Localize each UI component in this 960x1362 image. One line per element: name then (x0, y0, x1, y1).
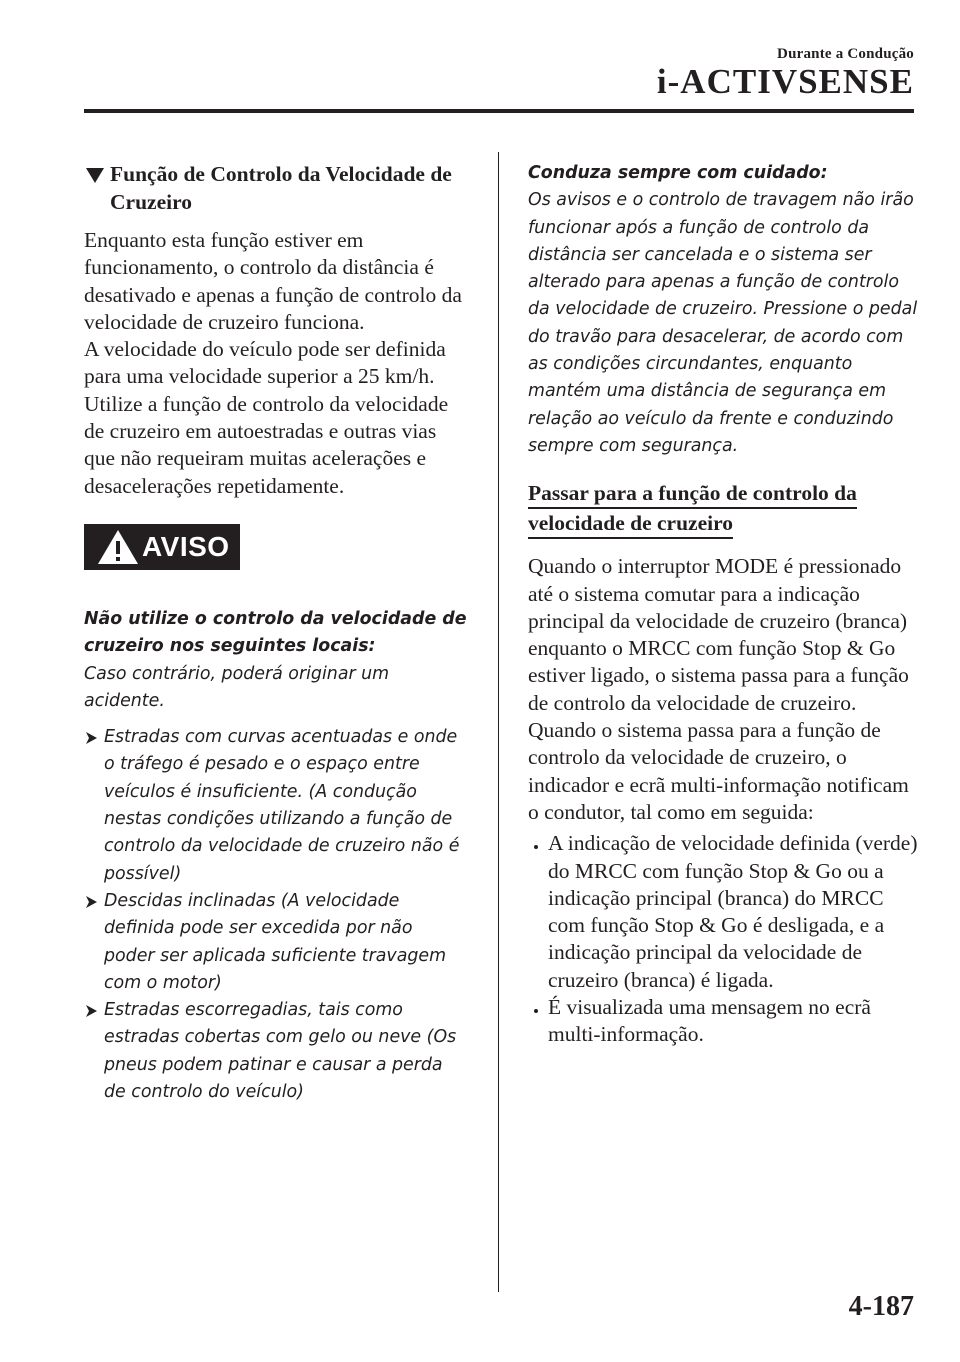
warning-text: Caso contrário, poderá originar um acidente. (84, 663, 390, 711)
arrow-bullet-icon (85, 1004, 98, 1018)
caution-text: Os avisos e o controlo de travagem não irão funcionar após a função de controlo da distância ser cancelada e o sistema ser alterado para apenas a função de controlo da velocidade de cruzeiro. Pressione o pedal do travão para desacelerar, de acordo com as condições circundantes, enquanto mantém uma distância de segurança em relação ao veículo da frente e conduzindo sempre com segurança. (528, 190, 918, 456)
section-heading (84, 160, 468, 216)
warning-label: AVISO (142, 530, 230, 562)
list-item (528, 830, 918, 994)
dot-bullet-icon (534, 845, 538, 849)
notification-list (528, 830, 918, 1048)
warning-banner (84, 524, 240, 570)
arrow-bullet-icon (85, 895, 98, 909)
list-item-text: Estradas escorregadias, tais como estradas cobertas com gelo ou neve (Os pneus podem patinar e causar a perda de controlo do veículo) (104, 1000, 457, 1103)
list-item-text: É visualizada uma mensagem no ecrã multi-informação. (548, 995, 871, 1047)
subsection-heading (528, 479, 918, 539)
paragraph: Utilize a função de controlo da velocidade de cruzeiro em autoestradas e outras vias que não requeiram muitas acelerações e desacelerações repetidamente. (84, 391, 449, 498)
list-item (84, 888, 468, 997)
header-rule (84, 109, 914, 113)
running-header-title: i-ACTIVSENSE (656, 62, 914, 101)
paragraph: Quando o interruptor MODE é pressionado até o sistema comutar para a indicação principal da velocidade de cruzeiro (branca) enquanto o MRCC com função Stop & Go estiver ligado, o sistema passa para a função de controlo da velocidade de cruzeiro. (528, 554, 909, 715)
warning-heading: Não utilize o controlo da velocidade de cruzeiro nos seguintes locais: (84, 608, 467, 657)
list-item (528, 994, 918, 1049)
page-number: 4-187 (848, 1291, 914, 1322)
left-column (84, 160, 468, 1106)
subsection-heading-line: velocidade de cruzeiro (528, 509, 733, 539)
right-column (528, 160, 918, 1049)
list-item (84, 997, 468, 1106)
dot-bullet-icon (534, 1009, 538, 1013)
arrow-bullet-icon (85, 731, 98, 745)
warning-triangle-icon (96, 527, 140, 567)
section-heading-text: Função de Controlo da Velocidade de Cruzeiro (110, 162, 452, 214)
paragraph: Enquanto esta função estiver em funcionamento, o controlo da distância é desativado e apenas a função de controlo da velocidade de cruzeiro funciona. (84, 228, 462, 334)
paragraph: Quando o sistema passa para a função de controlo da velocidade de cruzeiro, o indicador e ecrã multi-informação notificam o condutor, tal como em seguida: (528, 718, 909, 824)
warning-list (84, 724, 468, 1106)
paragraph: A velocidade do veículo pode ser definida para uma velocidade superior a 25 km/h. (84, 337, 446, 389)
list-item (84, 724, 468, 888)
running-header-section: Durante a Condução (777, 46, 914, 62)
column-divider (498, 152, 499, 1292)
list-item-text: Descidas inclinadas (A velocidade definida pode ser excedida por não poder ser aplicada suficiente travagem com o motor) (104, 890, 447, 993)
subsection-heading-line: Passar para a função de controlo da (528, 479, 857, 509)
triangle-down-icon (86, 168, 104, 183)
caution-heading: Conduza sempre com cuidado: (528, 163, 828, 183)
list-item-text: A indicação de velocidade definida (verde) do MRCC com função Stop & Go ou a indicação principal (branca) do MRCC com função Stop & Go é desligada, e a indicação principal da velocidade de cruzeiro (branca) é ligada. (548, 831, 918, 992)
list-item-text: Estradas com curvas acentuadas e onde o tráfego é pesado e o espaço entre veículos é insuficiente. (A condução nestas condições utilizando a função de controlo da velocidade de cruzeiro não é possível) (104, 727, 460, 884)
